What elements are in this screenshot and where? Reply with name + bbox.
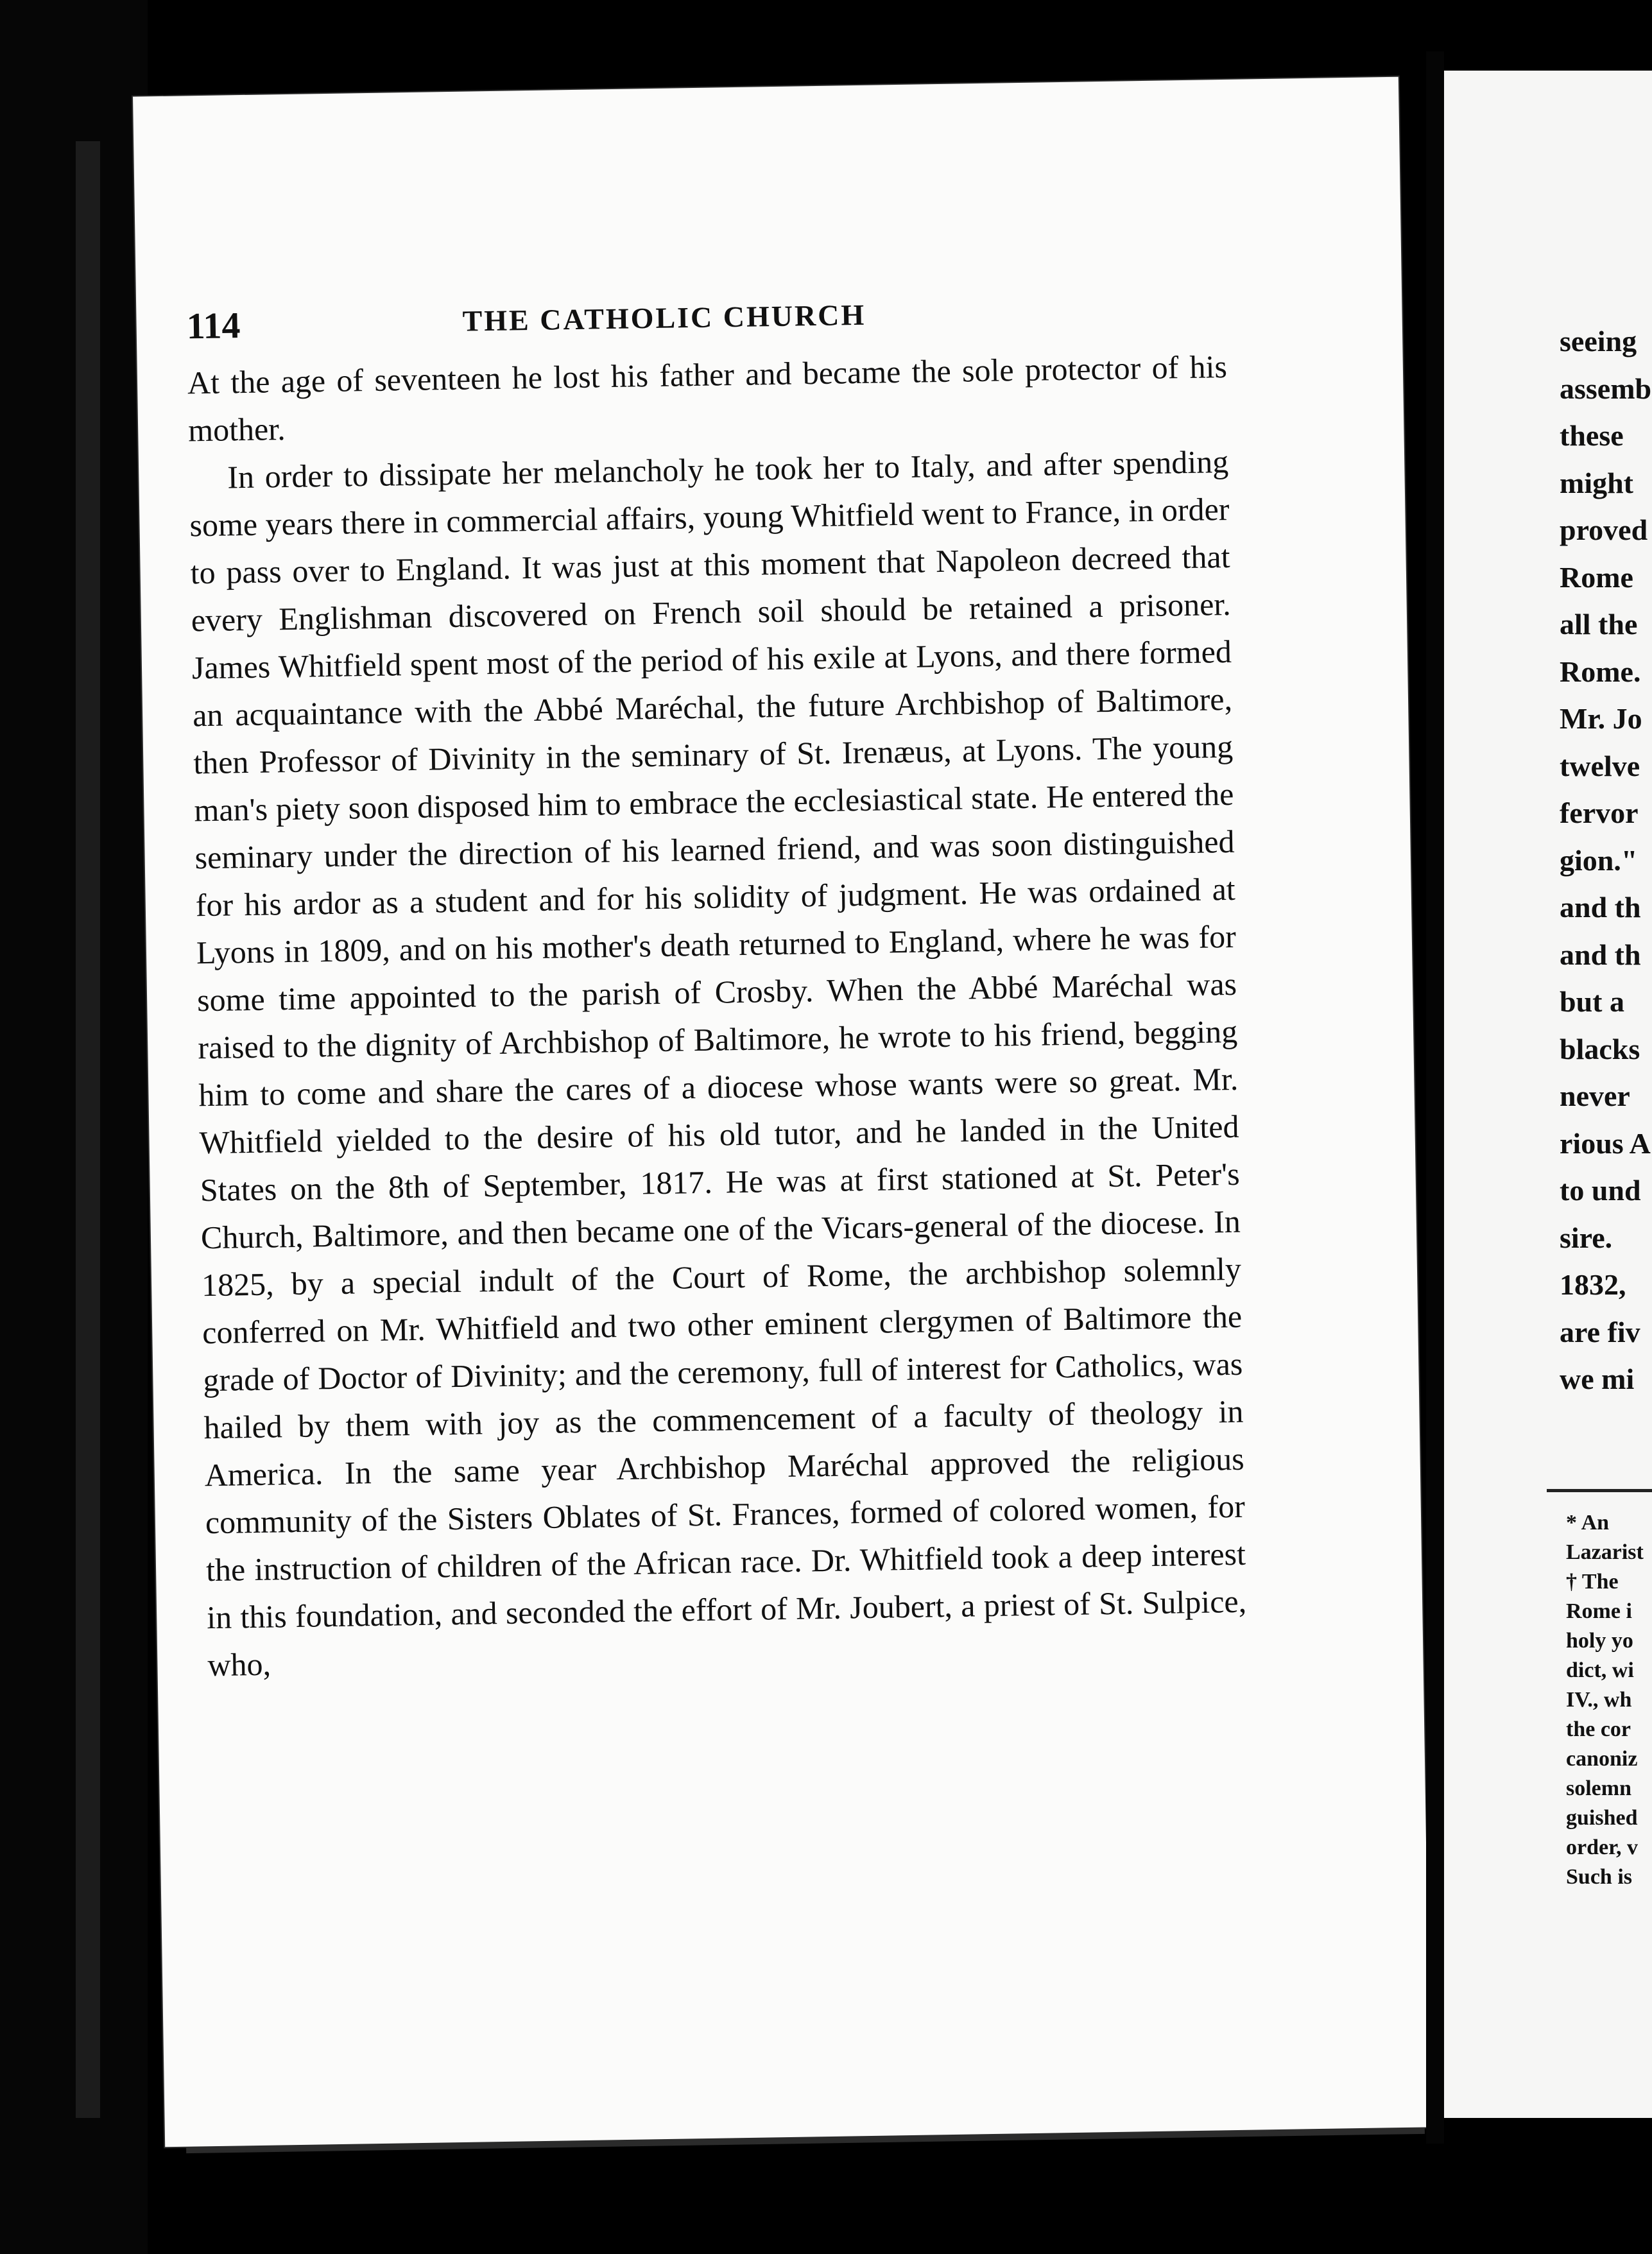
right-page-footnote-line: * An [1566, 1511, 1610, 1535]
right-page-line: are fiv [1560, 1315, 1640, 1348]
left-page-edge [76, 141, 100, 2118]
book-page-right [1444, 71, 1652, 2118]
right-page-footnote-line: holy yo [1566, 1629, 1633, 1653]
right-page-footnote-line: Lazarist [1566, 1540, 1644, 1564]
right-page-footnotes [1566, 1508, 1644, 1892]
right-page-line: gion." [1560, 843, 1638, 877]
right-page-line: all the [1560, 608, 1638, 641]
left-border [0, 0, 148, 2254]
gutter [1426, 51, 1444, 2144]
right-page-line: assemb [1560, 372, 1652, 405]
paragraph-2: In order to dissipate her melancholy he took her to Italy, and after spending some years there in commercial affairs, young Whitfield went to France, in order to pass over to England. It was just at this moment that Napoleon decreed that every Englishman discovered on French soil should be retained a prisoner. James Whitfield spent most of the period of his exile at Lyons, and there formed an acquaintance with the Abbé Maréchal, the future Archbishop of Baltimore, then Professor of Divinity in the seminary of St. Irenæus, at Lyons. The young man's piety soon disposed him to embrace the ecclesiastical state. He entered the seminary under the direction of his learned friend, and was soon distinguished for his ardor as a student and for his solidity of judgment. He was ordained at Lyons in 1809, and on his mother's death returned to England, where he was for some time appointed to the parish of Crosby. When the Abbé Maréchal was raised to the dignity of Archbishop of Baltimore, he wrote to his friend, begging him to come and share the cares of a diocese whose wants were so great. Mr. Whitfield yielded to the desire of his old tutor, and he landed in the United States on the 8th of September, 1817. He was at first stationed at St. Peter's Church, Baltimore, and then became one of the Vicars-general of the diocese. In 1825, by a special indult of the Court of Rome, the archbishop solemnly conferred on Mr. Whitfield and two other eminent clergymen of Baltimore the grade of Doctor of Divinity; and the ceremony, full of interest for Catholics, was hailed by them with joy as the commencement of a faculty of theology in America. In the same year Archbishop Maréchal approved the religious community of the Sisters Oblates of St. Frances, formed of colored women, for the instruction of children of the African race. Dr. Whitfield took a deep interest in this foundation, and seconded the effort of Mr. Joubert, a priest of St. Sulpice, who, [189, 443, 1247, 1683]
right-page-footnote-line: the cor [1566, 1717, 1631, 1741]
right-page-line: to und [1560, 1174, 1641, 1207]
right-page-line: these [1560, 419, 1624, 452]
right-page-line: Rome. [1560, 655, 1641, 688]
right-page-line: and th [1560, 938, 1641, 971]
right-page-line: fervor [1560, 796, 1639, 829]
footnote-rule [1547, 1489, 1652, 1492]
body-text [187, 343, 1247, 1689]
right-page-line: Rome [1560, 560, 1633, 594]
page-header [186, 286, 1345, 349]
right-page-footnote-line: dict, wi [1566, 1658, 1634, 1682]
right-page-footnote-line: guished [1566, 1806, 1638, 1830]
running-head: THE CATHOLIC CHURCH [462, 298, 866, 338]
right-page-footnote-line: solemn [1566, 1777, 1631, 1800]
right-page-footnote-line: IV., wh [1566, 1688, 1632, 1712]
right-page-line: 1832, [1560, 1268, 1626, 1301]
right-page-line: blacks [1560, 1032, 1640, 1065]
right-page-line: proved [1560, 513, 1648, 546]
right-page-line: never [1560, 1080, 1630, 1112]
right-page-line: we mi [1560, 1363, 1635, 1395]
paragraph-1: At the age of seventeen he lost his father and became the sole protector of his mother. [187, 348, 1228, 449]
right-page-footnote-line: † The [1566, 1570, 1619, 1594]
right-page-line: sire. [1560, 1221, 1613, 1254]
right-page-footnote-line: Rome i [1566, 1599, 1632, 1623]
right-page-line: twelve [1560, 749, 1640, 782]
right-page-line: rious A [1560, 1126, 1651, 1160]
page-number: 114 [186, 304, 241, 347]
right-page-line: might [1560, 466, 1633, 499]
right-page-text [1560, 318, 1651, 1403]
right-page-line: but a [1560, 985, 1624, 1018]
book-page-left [133, 77, 1431, 2147]
right-page-line: Mr. Jo [1560, 702, 1642, 735]
right-page-footnote-line: Such is [1566, 1865, 1632, 1889]
right-page-footnote-line: order, v [1566, 1836, 1639, 1859]
right-page-line: and th [1560, 891, 1641, 924]
right-page-footnote-line: canoniz [1566, 1747, 1638, 1771]
right-page-line: seeing [1560, 325, 1637, 357]
